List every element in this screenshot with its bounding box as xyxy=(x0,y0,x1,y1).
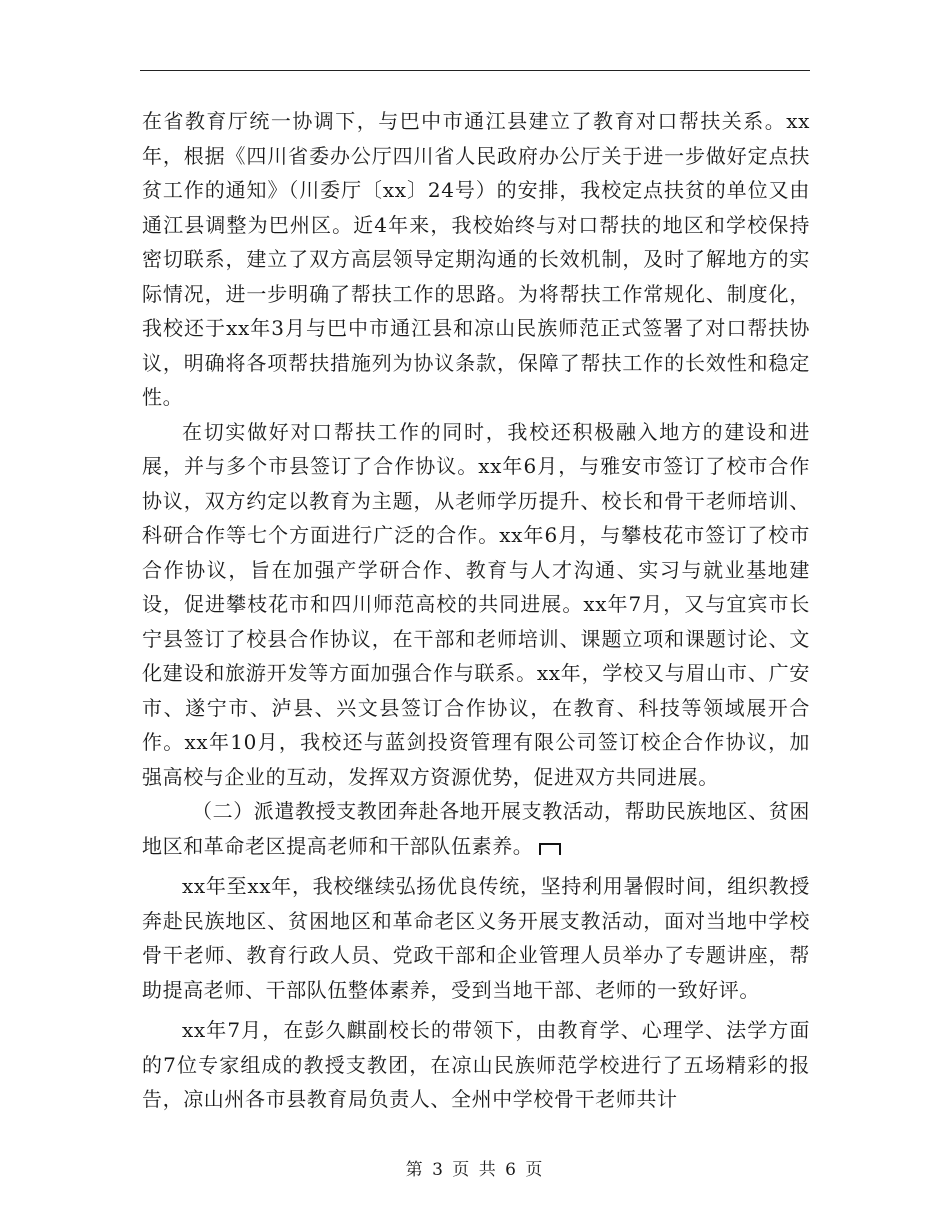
section-heading-teaching-team xyxy=(142,794,810,863)
paragraph-cooperation-agreements: 在切实做好对口帮扶工作的同时，我校还积极融入地方的建设和进展，并与多个市县签订了合作协议。xx年6月，与雅安市签订了校市合作协议，双方约定以教育为主题，从老师学历提升、校长和骨干老师培训、科研合作等七个方面进行广泛的合作。xx年6月，与攀枝花市签订了校市合作协议，旨在加强产学研合作、教育与人才沟通、实习与就业基地建设，促进攀枝花市和四川师范高校的共同进展。xx年7月，又与宜宾市长宁县签订了校县合作协议，在干部和老师培训、课题立项和课题讨论、文化建设和旅游开发等方面加强合作与联系。xx年，学校又与眉山市、广安市、遂宁市、泸县、兴文县签订合作协议，在教育、科技等领域展开合作。xx年10月，我校还与蓝剑投资管理有限公司签订校企合作协议，加强高校与企业的互动，发挥双方资源优势，促进双方共同进展。 xyxy=(142,419,810,789)
header-rule xyxy=(140,70,810,71)
paragraph-liangshan-reports: xx年7月，在彭久麒副校长的带领下，由教育学、心理学、法学方面的7位专家组成的教授支教团，在凉山民族师范学校进行了五场精彩的报告，凉山州各市县教育局负责人、全州中学校骨干老师共计 xyxy=(142,1018,810,1111)
text-cursor-icon xyxy=(539,843,561,855)
page-number: 第 3 页 共 6 页 xyxy=(405,1160,545,1180)
paragraph-continuation: 在省教育厅统一协调下，与巴中市通江县建立了教育对口帮扶关系。xx年，根据《四川省委办公厅四川省人民政府办公厅关于进一步做好定点扶贫工作的通知》（川委厅〔xx〕24号）的安排，我校定点扶贫的单位又由通江县调整为巴州区。近4年来，我校始终与对口帮扶的地区和学校保持密切联系，建立了双方高层领导定期沟通的长效机制，及时了解地方的实际情况，进一步明确了帮扶工作的思路。为将帮扶工作常规化、制度化，我校还于xx年3月与巴中市通江县和凉山民族师范正式签署了对口帮扶协议，明确将各项帮扶措施列为协议条款，保障了帮扶工作的长效性和稳定性。 xyxy=(142,109,810,409)
document-body xyxy=(142,104,810,1117)
paragraph-summer-teaching: xx年至xx年，我校继续弘扬优良传统，坚持利用暑假时间，组织教授奔赴民族地区、贫困地区和革命老区义务开展支教活动，面对当地中学校骨干老师、教育行政人员、党政干部和企业管理人员举办了专题讲座，帮助提高老师、干部队伍整体素养，受到当地干部、老师的一致好评。 xyxy=(142,874,810,1002)
section-heading-text: （二）派遣教授支教团奔赴各地开展支教活动，帮助民族地区、贫困地区和革命老区提高老师和干部队伍素养。 xyxy=(142,799,810,858)
